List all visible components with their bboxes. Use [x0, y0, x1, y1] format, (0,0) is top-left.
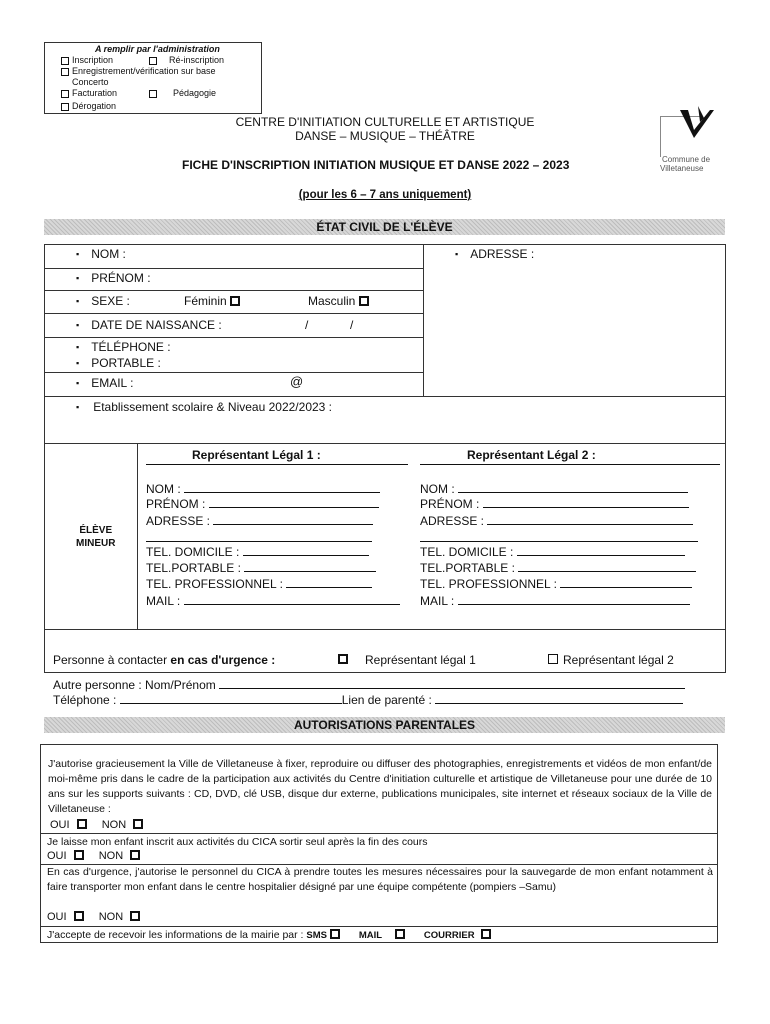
rep2-title: Représentant Légal 2 : [467, 448, 596, 462]
pedagogie-checkbox[interactable] [149, 90, 157, 98]
email-at: @ [290, 374, 304, 389]
urgence-rep1-label: Représentant légal 1 [365, 653, 476, 667]
urgence-medicale-text: En cas d'urgence, j'autorise le personnel du CICA à prendre toutes les mesures nécessaires pour la sauvegarde de mon enfant notamment à faire transporter mon enfant dans le centre hospitalier désigné par une équipe compétente (pompiers –Samu) [47, 866, 713, 893]
date-slash-2: / [350, 318, 354, 332]
logo-line2: Villetaneuse [660, 164, 704, 173]
mail-pref-checkbox[interactable] [395, 929, 405, 939]
medical-oui-label: OUI [47, 911, 67, 923]
header-line2: DANSE – MUSIQUE – THÉÂTRE [295, 129, 475, 143]
rep2-nom-label: NOM : [420, 482, 455, 496]
rep2-tel-domicile-label: TEL. DOMICILE : [420, 545, 514, 559]
admin-box [44, 42, 262, 114]
urgence-rep2-checkbox[interactable] [548, 654, 558, 664]
admin-title: A remplir par l'administration [95, 44, 220, 54]
rep1-adresse-input[interactable] [213, 513, 373, 525]
prenom-field[interactable]: ▪ PRÉNOM : [76, 271, 151, 285]
autre-personne-label: Autre personne : Nom/Prénom [53, 678, 216, 692]
facturation-label: Facturation [72, 88, 118, 98]
sortie-oui-checkbox[interactable] [74, 850, 84, 860]
sortie-non-label: NON [98, 850, 124, 862]
medical-non-checkbox[interactable] [130, 911, 140, 921]
rep1-title: Représentant Légal 1 : [192, 448, 321, 462]
autorisation-photo-text: J'autorise gracieusement la Ville de Villetaneuse à fixer, reproduire ou diffuser des photographies, enregistrements et vidéos de mon enfant/de moi-même pris dans le cadre de la participation aux activités du Centre d'initiation culturelle et artistique de Villetaneuse pour une durée de 10 ans sur les supports suivants : CD, DVD, clé USB, disque dur externe, publications municipales, site internet et réseaux sociaux de la Ville de Villetaneuse : [48, 758, 712, 815]
rep1-tel-portable-input[interactable] [244, 560, 376, 572]
autre-personne-input[interactable] [219, 677, 685, 689]
rep1-prenom-label: PRÉNOM : [146, 497, 206, 511]
header-line1: CENTRE D'INITIATION CULTURELLE ET ARTISTIQUE [235, 115, 535, 129]
rep1-adresse-line2[interactable] [146, 541, 372, 542]
urgence-telephone-label: Téléphone : [53, 693, 117, 707]
sortie-oui-label: OUI [47, 850, 67, 862]
rep2-tel-domicile-input[interactable] [517, 544, 685, 556]
sms-label: SMS [306, 930, 327, 941]
sortie-non-checkbox[interactable] [130, 850, 140, 860]
lien-parente-input[interactable] [435, 692, 683, 704]
nom-field[interactable]: ▪ NOM : [76, 247, 126, 261]
rep2-adresse-line2[interactable] [420, 541, 698, 542]
rep1-adresse-label: ADRESSE : [146, 514, 211, 528]
date-naissance-field[interactable]: ▪ DATE DE NAISSANCE : [76, 318, 222, 332]
lien-parente-label: Lien de parenté : [341, 693, 432, 707]
rep1-nom-label: NOM : [146, 482, 181, 496]
courrier-checkbox[interactable] [481, 929, 491, 939]
rep2-tel-portable-label: TEL.PORTABLE : [420, 561, 515, 575]
urgence-rep2-label: Représentant légal 2 [563, 653, 674, 667]
rep1-tel-pro-input[interactable] [286, 576, 372, 588]
feminin-checkbox[interactable] [230, 296, 240, 306]
rep2-adresse-input[interactable] [487, 513, 693, 525]
rep1-tel-pro-label: TEL. PROFESSIONNEL : [146, 577, 283, 591]
rep2-prenom-input[interactable] [483, 496, 689, 508]
rep1-mail-label: MAIL : [146, 594, 181, 608]
rep1-nom-input[interactable] [184, 481, 380, 493]
form-title: FICHE D'INSCRIPTION INITIATION MUSIQUE ET DANSE 2022 – 2023 [182, 158, 570, 172]
sexe-field: ▪ SEXE : [76, 294, 130, 308]
photo-non-checkbox[interactable] [133, 819, 143, 829]
derogation-checkbox[interactable] [61, 103, 69, 111]
adresse-field[interactable]: ▪ ADRESSE : [455, 247, 534, 261]
eleve-mineur-label: ÉLÈVE MINEUR [76, 525, 116, 549]
urgence-telephone-input[interactable] [120, 692, 342, 704]
date-slash-1: / [305, 318, 309, 332]
masculin-checkbox[interactable] [359, 296, 369, 306]
feminin-label: Féminin [184, 294, 227, 308]
medical-oui-checkbox[interactable] [74, 911, 84, 921]
facturation-checkbox[interactable] [61, 90, 69, 98]
rep1-mail-input[interactable] [184, 593, 400, 605]
derogation-label: Dérogation [72, 101, 117, 111]
rep2-nom-input[interactable] [458, 481, 688, 493]
email-field[interactable]: ▪ EMAIL : [76, 376, 133, 390]
inscription-checkbox[interactable] [61, 57, 69, 65]
photo-oui-label: OUI [50, 819, 70, 831]
informations-mairie-text: J'accepte de recevoir les informations de la mairie par : [47, 929, 304, 941]
rep2-mail-label: MAIL : [420, 594, 455, 608]
rep1-tel-domicile-label: TEL. DOMICILE : [146, 545, 240, 559]
reinscription-checkbox[interactable] [149, 57, 157, 65]
rep2-tel-portable-input[interactable] [518, 560, 696, 572]
enregistrement-checkbox[interactable] [61, 68, 69, 76]
medical-non-label: NON [98, 911, 124, 923]
rep1-tel-domicile-input[interactable] [243, 544, 369, 556]
rep2-adresse-label: ADRESSE : [420, 514, 485, 528]
autorisations-heading: AUTORISATIONS PARENTALES [44, 717, 725, 733]
pedagogie-label: Pédagogie [173, 88, 217, 98]
inscription-label: Inscription [72, 55, 114, 65]
photo-non-label: NON [101, 819, 127, 831]
portable-field[interactable]: ▪ PORTABLE : [76, 356, 161, 370]
courrier-label: COURRIER [423, 930, 475, 941]
rep1-prenom-input[interactable] [209, 496, 379, 508]
logo-line1: Commune de [662, 155, 711, 164]
rep2-prenom-label: PRÉNOM : [420, 497, 480, 511]
reinscription-label: Ré-inscription [169, 55, 225, 65]
rep2-tel-pro-input[interactable] [560, 576, 692, 588]
etat-civil-heading: ÉTAT CIVIL DE L'ÉLÈVE [44, 219, 725, 235]
urgence-rep1-checkbox[interactable] [338, 654, 348, 664]
masculin-label: Masculin [308, 294, 356, 308]
telephone-field[interactable]: ▪ TÉLÉPHONE : [76, 340, 171, 354]
rep2-mail-input[interactable] [458, 593, 690, 605]
concerto-label: Concerto [72, 77, 109, 87]
sortie-seul-text: Je laisse mon enfant inscrit aux activités du CICA sortir seul après la fin des cours [47, 836, 428, 848]
form-subtitle: (pour les 6 – 7 ans uniquement) [298, 189, 472, 201]
rep1-tel-portable-label: TEL.PORTABLE : [146, 561, 241, 575]
photo-oui-checkbox[interactable] [77, 819, 87, 829]
enregistrement-label: Enregistrement/vérification sur base [72, 66, 216, 76]
rep2-tel-pro-label: TEL. PROFESSIONNEL : [420, 577, 557, 591]
etablissement-field[interactable]: ▪ Etablissement scolaire & Niveau 2022/2023 : [76, 400, 332, 414]
villetaneuse-logo [660, 104, 720, 156]
urgence-label: Personne à contacter en cas d'urgence : [53, 653, 276, 667]
mail-pref-label: MAIL [358, 930, 383, 941]
sms-checkbox[interactable] [330, 929, 340, 939]
